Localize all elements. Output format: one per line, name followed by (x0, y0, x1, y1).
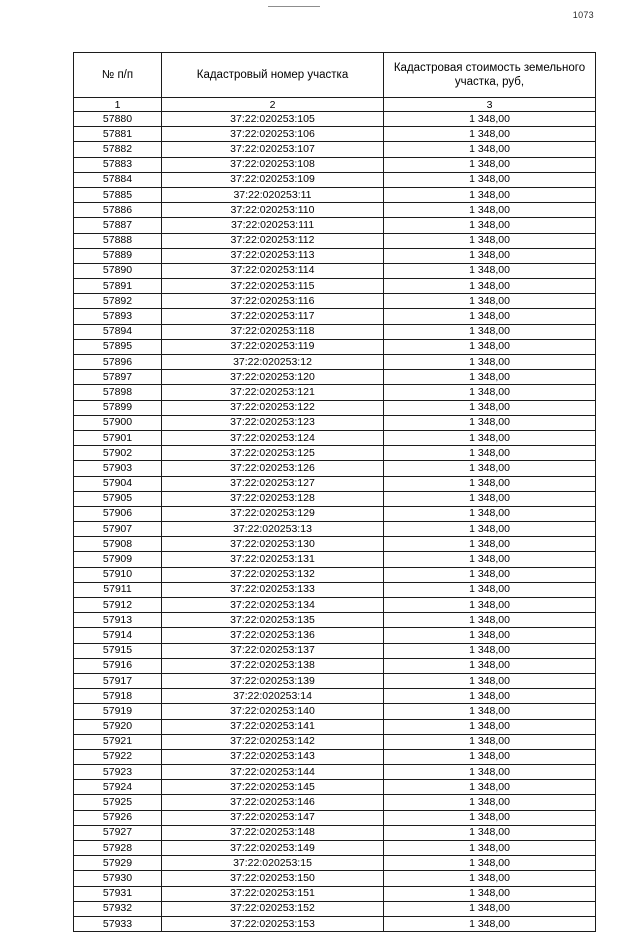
table-column-number-row (74, 98, 596, 112)
cell-number: 57918 (74, 689, 162, 704)
cell-cadastral-number: 37:22:020253:147 (162, 810, 384, 825)
table-row (74, 248, 596, 263)
cell-cadastral-value: 1 348,00 (384, 856, 596, 871)
cell-cadastral-number: 37:22:020253:121 (162, 385, 384, 400)
cell-number: 57880 (74, 112, 162, 127)
cell-cadastral-number: 37:22:020253:120 (162, 370, 384, 385)
cell-cadastral-number: 37:22:020253:144 (162, 765, 384, 780)
table-row (74, 552, 596, 567)
cell-cadastral-value: 1 348,00 (384, 385, 596, 400)
cell-cadastral-value: 1 348,00 (384, 734, 596, 749)
cell-number: 57912 (74, 598, 162, 613)
cell-number: 57917 (74, 673, 162, 688)
cell-cadastral-value: 1 348,00 (384, 203, 596, 218)
cell-cadastral-value: 1 348,00 (384, 598, 596, 613)
table-row (74, 400, 596, 415)
cell-number: 57888 (74, 233, 162, 248)
cell-cadastral-number: 37:22:020253:150 (162, 871, 384, 886)
table-row (74, 263, 596, 278)
cell-cadastral-number: 37:22:020253:130 (162, 537, 384, 552)
cell-cadastral-number: 37:22:020253:140 (162, 704, 384, 719)
cell-cadastral-value: 1 348,00 (384, 780, 596, 795)
table-row (74, 673, 596, 688)
cell-cadastral-number: 37:22:020253:107 (162, 142, 384, 157)
cell-cadastral-value: 1 348,00 (384, 415, 596, 430)
cell-cadastral-number: 37:22:020253:118 (162, 324, 384, 339)
cell-cadastral-value: 1 348,00 (384, 491, 596, 506)
cell-cadastral-value: 1 348,00 (384, 841, 596, 856)
table-row (74, 841, 596, 856)
cell-number: 57883 (74, 157, 162, 172)
cell-number: 57905 (74, 491, 162, 506)
cell-cadastral-value: 1 348,00 (384, 522, 596, 537)
cell-cadastral-value: 1 348,00 (384, 218, 596, 233)
cell-number: 57903 (74, 461, 162, 476)
cell-cadastral-number: 37:22:020253:117 (162, 309, 384, 324)
cell-cadastral-number: 37:22:020253:112 (162, 233, 384, 248)
table-row (74, 810, 596, 825)
cell-cadastral-number: 37:22:020253:127 (162, 476, 384, 491)
cell-cadastral-number: 37:22:020253:123 (162, 415, 384, 430)
cell-number: 57893 (74, 309, 162, 324)
top-rule-mark (268, 6, 320, 7)
cell-cadastral-number: 37:22:020253:148 (162, 825, 384, 840)
table-row (74, 355, 596, 370)
table-row (74, 704, 596, 719)
page-number: 1073 (572, 10, 594, 20)
cell-cadastral-value: 1 348,00 (384, 263, 596, 278)
table-row (74, 613, 596, 628)
cell-cadastral-number: 37:22:020253:135 (162, 613, 384, 628)
cell-cadastral-value: 1 348,00 (384, 567, 596, 582)
cell-number: 57907 (74, 522, 162, 537)
cell-number: 57897 (74, 370, 162, 385)
table-row (74, 157, 596, 172)
cell-cadastral-number: 37:22:020253:12 (162, 355, 384, 370)
table-row (74, 901, 596, 916)
cell-cadastral-value: 1 348,00 (384, 294, 596, 309)
cell-cadastral-value: 1 348,00 (384, 825, 596, 840)
cell-cadastral-number: 37:22:020253:145 (162, 780, 384, 795)
cell-cadastral-number: 37:22:020253:109 (162, 172, 384, 187)
cell-cadastral-number: 37:22:020253:129 (162, 506, 384, 521)
table-row (74, 916, 596, 931)
cell-cadastral-number: 37:22:020253:110 (162, 203, 384, 218)
table-row (74, 506, 596, 521)
cell-cadastral-value: 1 348,00 (384, 795, 596, 810)
table-row (74, 628, 596, 643)
cell-cadastral-number: 37:22:020253:108 (162, 157, 384, 172)
cell-cadastral-value: 1 348,00 (384, 127, 596, 142)
table-row (74, 142, 596, 157)
cell-number: 57900 (74, 415, 162, 430)
table-row (74, 886, 596, 901)
cell-cadastral-value: 1 348,00 (384, 400, 596, 415)
cell-number: 57924 (74, 780, 162, 795)
cell-cadastral-number: 37:22:020253:116 (162, 294, 384, 309)
cell-number: 57886 (74, 203, 162, 218)
cell-number: 57913 (74, 613, 162, 628)
table-row (74, 187, 596, 202)
cell-cadastral-number: 37:22:020253:138 (162, 658, 384, 673)
cell-cadastral-value: 1 348,00 (384, 506, 596, 521)
cadastral-table-container (73, 52, 595, 932)
table-row (74, 522, 596, 537)
cell-number: 57902 (74, 446, 162, 461)
table-row (74, 765, 596, 780)
cell-cadastral-number: 37:22:020253:125 (162, 446, 384, 461)
cell-number: 57899 (74, 400, 162, 415)
cell-cadastral-value: 1 348,00 (384, 552, 596, 567)
cell-number: 57906 (74, 506, 162, 521)
table-row (74, 749, 596, 764)
table-row (74, 598, 596, 613)
cell-cadastral-number: 37:22:020253:111 (162, 218, 384, 233)
cell-cadastral-number: 37:22:020253:128 (162, 491, 384, 506)
header-cell-cadastral-number: Кадастровый номер участка (162, 53, 384, 98)
table-row (74, 871, 596, 886)
cell-cadastral-number: 37:22:020253:13 (162, 522, 384, 537)
cell-cadastral-number: 37:22:020253:136 (162, 628, 384, 643)
cell-cadastral-number: 37:22:020253:151 (162, 886, 384, 901)
cell-cadastral-value: 1 348,00 (384, 355, 596, 370)
cell-cadastral-value: 1 348,00 (384, 643, 596, 658)
cell-number: 57889 (74, 248, 162, 263)
cell-number: 57894 (74, 324, 162, 339)
table-body (74, 112, 596, 932)
column-number-3: 3 (384, 98, 596, 112)
table-row (74, 567, 596, 582)
table-row (74, 719, 596, 734)
header-cell-cadastral-value: Кадастровая стоимость земельного участка, руб, (384, 53, 596, 98)
cell-cadastral-value: 1 348,00 (384, 537, 596, 552)
cell-number: 57920 (74, 719, 162, 734)
cell-number: 57891 (74, 279, 162, 294)
cadastral-table (73, 52, 596, 932)
cell-cadastral-value: 1 348,00 (384, 673, 596, 688)
cell-number: 57904 (74, 476, 162, 491)
table-row (74, 643, 596, 658)
header-cell-number: № п/п (74, 53, 162, 98)
cell-number: 57931 (74, 886, 162, 901)
table-row (74, 658, 596, 673)
table-row (74, 172, 596, 187)
table-row (74, 370, 596, 385)
cell-cadastral-number: 37:22:020253:146 (162, 795, 384, 810)
cell-cadastral-value: 1 348,00 (384, 461, 596, 476)
cell-cadastral-number: 37:22:020253:122 (162, 400, 384, 415)
cell-cadastral-value: 1 348,00 (384, 582, 596, 597)
cell-number: 57890 (74, 263, 162, 278)
table-row (74, 430, 596, 445)
cell-number: 57933 (74, 916, 162, 931)
cell-cadastral-number: 37:22:020253:114 (162, 263, 384, 278)
table-row (74, 309, 596, 324)
cell-number: 57925 (74, 795, 162, 810)
table-row (74, 294, 596, 309)
table-row (74, 689, 596, 704)
cell-number: 57915 (74, 643, 162, 658)
cell-number: 57919 (74, 704, 162, 719)
cell-cadastral-number: 37:22:020253:133 (162, 582, 384, 597)
cell-cadastral-number: 37:22:020253:119 (162, 339, 384, 354)
cell-cadastral-number: 37:22:020253:141 (162, 719, 384, 734)
cell-number: 57882 (74, 142, 162, 157)
cell-cadastral-number: 37:22:020253:137 (162, 643, 384, 658)
cell-cadastral-value: 1 348,00 (384, 704, 596, 719)
cell-number: 57898 (74, 385, 162, 400)
cell-cadastral-number: 37:22:020253:132 (162, 567, 384, 582)
cell-number: 57887 (74, 218, 162, 233)
cell-number: 57901 (74, 430, 162, 445)
cell-cadastral-value: 1 348,00 (384, 157, 596, 172)
cell-number: 57921 (74, 734, 162, 749)
cell-cadastral-value: 1 348,00 (384, 476, 596, 491)
cell-cadastral-value: 1 348,00 (384, 233, 596, 248)
cell-number: 57916 (74, 658, 162, 673)
cell-cadastral-number: 37:22:020253:105 (162, 112, 384, 127)
table-row (74, 279, 596, 294)
cell-number: 57923 (74, 765, 162, 780)
cell-cadastral-number: 37:22:020253:11 (162, 187, 384, 202)
cell-cadastral-value: 1 348,00 (384, 886, 596, 901)
cell-number: 57881 (74, 127, 162, 142)
cell-cadastral-value: 1 348,00 (384, 916, 596, 931)
table-header-row (74, 53, 596, 98)
cell-number: 57908 (74, 537, 162, 552)
cell-cadastral-value: 1 348,00 (384, 749, 596, 764)
cell-cadastral-number: 37:22:020253:131 (162, 552, 384, 567)
cell-number: 57928 (74, 841, 162, 856)
table-row (74, 476, 596, 491)
cell-cadastral-value: 1 348,00 (384, 446, 596, 461)
cell-cadastral-number: 37:22:020253:139 (162, 673, 384, 688)
cell-cadastral-value: 1 348,00 (384, 658, 596, 673)
cell-cadastral-value: 1 348,00 (384, 719, 596, 734)
table-row (74, 461, 596, 476)
cell-number: 57892 (74, 294, 162, 309)
cell-cadastral-number: 37:22:020253:142 (162, 734, 384, 749)
cell-number: 57896 (74, 355, 162, 370)
table-row (74, 446, 596, 461)
cell-number: 57911 (74, 582, 162, 597)
cell-cadastral-value: 1 348,00 (384, 248, 596, 263)
cell-cadastral-number: 37:22:020253:15 (162, 856, 384, 871)
cell-cadastral-value: 1 348,00 (384, 339, 596, 354)
cell-number: 57914 (74, 628, 162, 643)
table-row (74, 795, 596, 810)
cell-cadastral-value: 1 348,00 (384, 279, 596, 294)
column-number-1: 1 (74, 98, 162, 112)
cell-number: 57884 (74, 172, 162, 187)
cell-cadastral-value: 1 348,00 (384, 430, 596, 445)
cell-cadastral-value: 1 348,00 (384, 901, 596, 916)
table-row (74, 856, 596, 871)
table-row (74, 537, 596, 552)
cell-cadastral-value: 1 348,00 (384, 689, 596, 704)
table-row (74, 339, 596, 354)
cell-number: 57927 (74, 825, 162, 840)
cell-cadastral-value: 1 348,00 (384, 324, 596, 339)
cell-number: 57932 (74, 901, 162, 916)
table-row (74, 582, 596, 597)
table-row (74, 203, 596, 218)
cell-cadastral-value: 1 348,00 (384, 871, 596, 886)
cell-number: 57926 (74, 810, 162, 825)
table-row (74, 385, 596, 400)
cell-number: 57895 (74, 339, 162, 354)
cell-cadastral-number: 37:22:020253:134 (162, 598, 384, 613)
cell-number: 57909 (74, 552, 162, 567)
cell-number: 57930 (74, 871, 162, 886)
column-number-2: 2 (162, 98, 384, 112)
table-header (74, 53, 596, 112)
cell-cadastral-number: 37:22:020253:106 (162, 127, 384, 142)
cell-cadastral-number: 37:22:020253:115 (162, 279, 384, 294)
table-row (74, 415, 596, 430)
cell-cadastral-number: 37:22:020253:124 (162, 430, 384, 445)
table-row (74, 218, 596, 233)
table-row (74, 127, 596, 142)
cell-cadastral-value: 1 348,00 (384, 172, 596, 187)
table-row (74, 324, 596, 339)
cell-number: 57885 (74, 187, 162, 202)
cell-number: 57922 (74, 749, 162, 764)
cell-cadastral-number: 37:22:020253:14 (162, 689, 384, 704)
table-row (74, 825, 596, 840)
cell-number: 57929 (74, 856, 162, 871)
cell-cadastral-number: 37:22:020253:152 (162, 901, 384, 916)
cell-cadastral-number: 37:22:020253:153 (162, 916, 384, 931)
table-row (74, 734, 596, 749)
cell-cadastral-number: 37:22:020253:143 (162, 749, 384, 764)
cell-cadastral-value: 1 348,00 (384, 628, 596, 643)
cell-cadastral-value: 1 348,00 (384, 613, 596, 628)
cell-cadastral-number: 37:22:020253:126 (162, 461, 384, 476)
table-row (74, 112, 596, 127)
cell-cadastral-value: 1 348,00 (384, 142, 596, 157)
cell-cadastral-value: 1 348,00 (384, 112, 596, 127)
cell-cadastral-number: 37:22:020253:113 (162, 248, 384, 263)
cell-cadastral-value: 1 348,00 (384, 765, 596, 780)
cell-cadastral-value: 1 348,00 (384, 810, 596, 825)
cell-number: 57910 (74, 567, 162, 582)
table-row (74, 491, 596, 506)
table-row (74, 233, 596, 248)
table-row (74, 780, 596, 795)
cell-cadastral-value: 1 348,00 (384, 187, 596, 202)
cell-cadastral-number: 37:22:020253:149 (162, 841, 384, 856)
cell-cadastral-value: 1 348,00 (384, 370, 596, 385)
cell-cadastral-value: 1 348,00 (384, 309, 596, 324)
